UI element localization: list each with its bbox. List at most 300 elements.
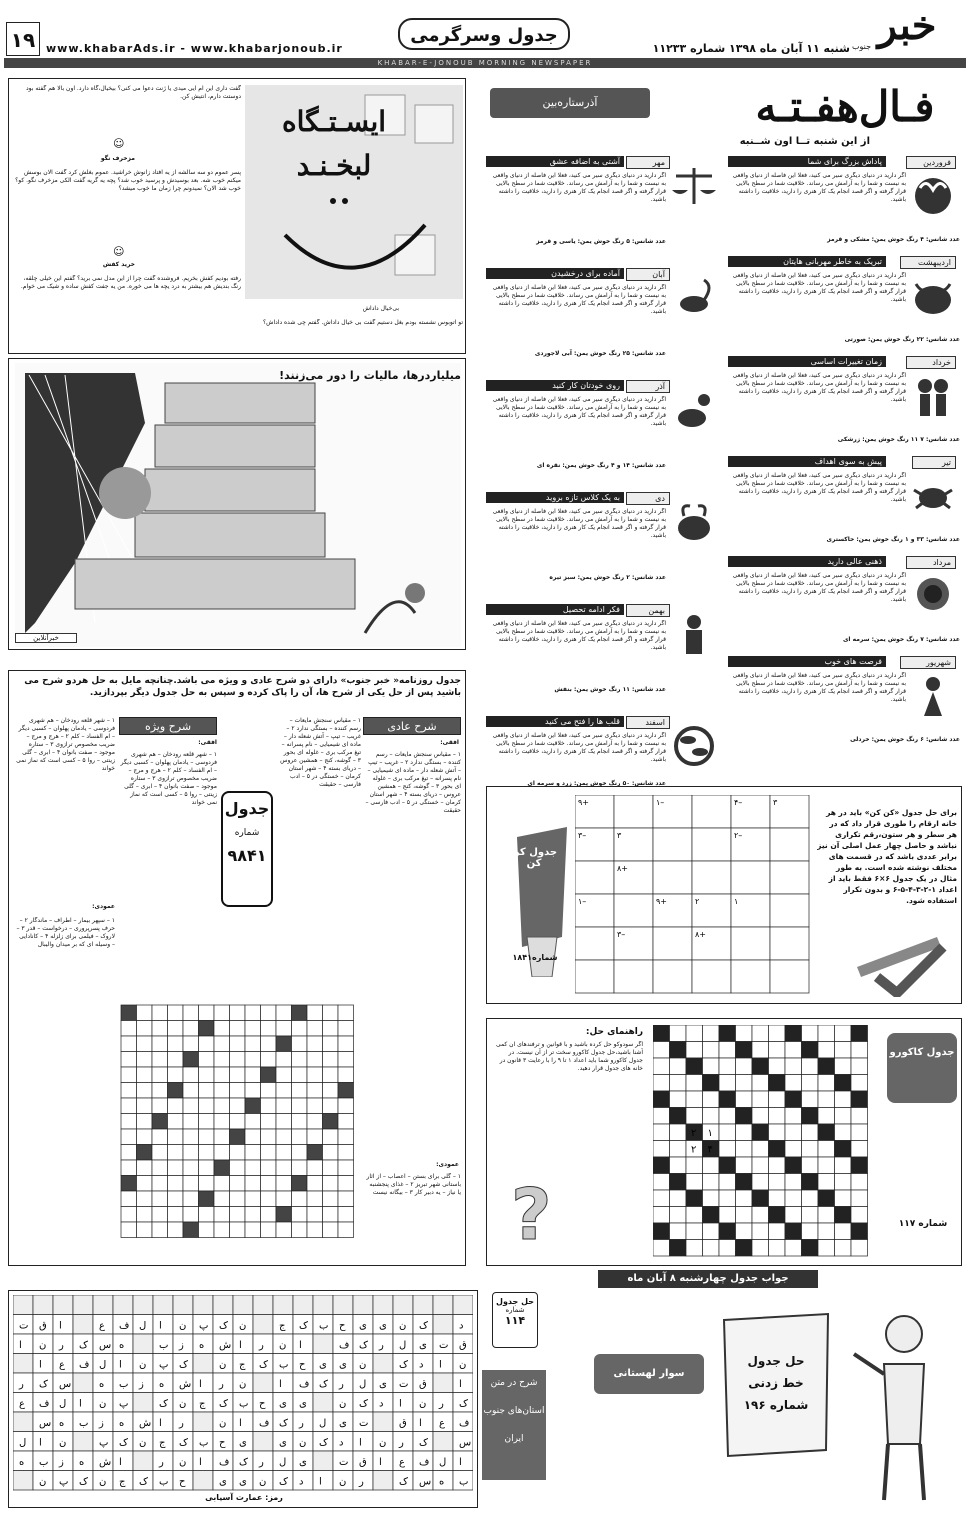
answer-cell[interactable] <box>73 1432 93 1452</box>
kakuro-cell[interactable] <box>703 1042 720 1059</box>
kenken-cell[interactable] <box>731 861 770 894</box>
crossword-cell[interactable] <box>292 1098 308 1114</box>
answer-cell[interactable] <box>233 1295 253 1315</box>
kakuro-cell[interactable] <box>703 1075 720 1092</box>
kakuro-cell[interactable] <box>835 1108 852 1125</box>
crossword-cell[interactable] <box>261 1114 277 1130</box>
kakuro-cell[interactable] <box>736 1075 753 1092</box>
crossword-cell[interactable] <box>152 1176 168 1192</box>
crossword-cell[interactable] <box>137 1114 153 1130</box>
crossword-cell[interactable] <box>168 1129 184 1145</box>
answer-cell[interactable] <box>273 1295 293 1315</box>
kenken-cell[interactable] <box>770 894 809 927</box>
crossword-cell[interactable] <box>323 1129 339 1145</box>
crossword-cell[interactable] <box>168 1145 184 1161</box>
crossword-cell[interactable] <box>276 1207 292 1223</box>
crossword-cell[interactable] <box>245 1067 261 1083</box>
crossword-cell[interactable] <box>121 1052 137 1068</box>
kakuro-cell[interactable] <box>670 1141 687 1158</box>
kakuro-cell[interactable] <box>719 1223 736 1240</box>
answer-cell[interactable] <box>293 1334 313 1354</box>
kakuro-cell[interactable] <box>851 1075 868 1092</box>
crossword-cell[interactable] <box>137 1207 153 1223</box>
crossword-cell[interactable] <box>199 1176 215 1192</box>
kakuro-cell[interactable] <box>785 1223 802 1240</box>
kakuro-cell[interactable] <box>818 1075 835 1092</box>
crossword-cell[interactable] <box>137 1176 153 1192</box>
kakuro-cell[interactable] <box>785 1058 802 1075</box>
crossword-cell[interactable] <box>214 1207 230 1223</box>
kakuro-cell[interactable] <box>802 1223 819 1240</box>
answer-cell[interactable] <box>253 1295 273 1315</box>
kakuro-cell[interactable] <box>670 1174 687 1191</box>
crossword-cell[interactable] <box>199 1005 215 1021</box>
kakuro-cell[interactable] <box>769 1141 786 1158</box>
kakuro-cell[interactable] <box>736 1091 753 1108</box>
kakuro-cell[interactable] <box>818 1207 835 1224</box>
crossword-cell[interactable] <box>168 1021 184 1037</box>
crossword-cell[interactable] <box>307 1067 323 1083</box>
crossword-cell[interactable] <box>261 1160 277 1176</box>
crossword-cell[interactable] <box>292 1083 308 1099</box>
kakuro-cell[interactable] <box>653 1075 670 1092</box>
kakuro-cell[interactable] <box>670 1075 687 1092</box>
crossword-cell[interactable] <box>245 1207 261 1223</box>
crossword-cell[interactable] <box>168 1222 184 1238</box>
kakuro-cell[interactable] <box>752 1091 769 1108</box>
kakuro-cell[interactable] <box>851 1025 868 1042</box>
kakuro-cell[interactable] <box>703 1091 720 1108</box>
crossword-cell[interactable] <box>307 1191 323 1207</box>
crossword-cell[interactable] <box>338 1207 354 1223</box>
crossword-cell[interactable] <box>230 1083 246 1099</box>
kakuro-cell[interactable] <box>818 1223 835 1240</box>
kakuro-cell[interactable] <box>769 1075 786 1092</box>
kakuro-cell[interactable] <box>653 1223 670 1240</box>
kenken-cell[interactable] <box>653 927 692 960</box>
crossword-cell[interactable] <box>338 1067 354 1083</box>
crossword-cell[interactable] <box>152 1098 168 1114</box>
kakuro-cell[interactable] <box>752 1025 769 1042</box>
crossword-cell[interactable] <box>214 1176 230 1192</box>
kakuro-cell[interactable] <box>736 1190 753 1207</box>
kakuro-cell[interactable] <box>851 1141 868 1158</box>
kakuro-cell[interactable] <box>769 1240 786 1257</box>
kakuro-cell[interactable] <box>736 1058 753 1075</box>
answer-cell[interactable] <box>73 1393 93 1413</box>
answer-cell[interactable] <box>313 1334 333 1354</box>
kakuro-cell[interactable] <box>703 1058 720 1075</box>
kakuro-cell[interactable] <box>653 1108 670 1125</box>
answer-cell[interactable] <box>293 1295 313 1315</box>
crossword-cell[interactable] <box>292 1067 308 1083</box>
kakuro-cell[interactable] <box>802 1240 819 1257</box>
kakuro-cell[interactable] <box>818 1141 835 1158</box>
crossword-cell[interactable] <box>121 1036 137 1052</box>
crossword-cell[interactable] <box>261 1083 277 1099</box>
crossword-cell[interactable] <box>214 1160 230 1176</box>
crossword-cell[interactable] <box>261 1207 277 1223</box>
crossword-cell[interactable] <box>230 1005 246 1021</box>
answer-cell[interactable] <box>433 1432 453 1452</box>
kakuro-cell[interactable] <box>752 1207 769 1224</box>
kakuro-cell[interactable] <box>653 1207 670 1224</box>
kakuro-cell[interactable] <box>785 1141 802 1158</box>
kakuro-cell[interactable] <box>769 1058 786 1075</box>
kakuro-cell[interactable] <box>769 1108 786 1125</box>
kakuro-cell[interactable] <box>670 1058 687 1075</box>
crossword-cell[interactable] <box>183 1067 199 1083</box>
crossword-cell[interactable] <box>338 1145 354 1161</box>
crossword-cell[interactable] <box>292 1207 308 1223</box>
crossword-cell[interactable] <box>261 1098 277 1114</box>
kakuro-cell[interactable] <box>653 1157 670 1174</box>
crossword-cell[interactable] <box>168 1176 184 1192</box>
crossword-cell[interactable] <box>183 1191 199 1207</box>
kakuro-cell[interactable] <box>785 1108 802 1125</box>
crossword-cell[interactable] <box>183 1098 199 1114</box>
crossword-cell[interactable] <box>323 1207 339 1223</box>
crossword-cell[interactable] <box>230 1114 246 1130</box>
crossword-cell[interactable] <box>121 1005 137 1021</box>
crossword-cell[interactable] <box>307 1052 323 1068</box>
crossword-cell[interactable] <box>183 1222 199 1238</box>
crossword-cell[interactable] <box>276 1176 292 1192</box>
crossword-cell[interactable] <box>292 1222 308 1238</box>
kakuro-cell[interactable] <box>736 1223 753 1240</box>
answer-cell[interactable] <box>193 1451 213 1471</box>
answer-cell[interactable] <box>133 1393 153 1413</box>
crossword-cell[interactable] <box>121 1207 137 1223</box>
crossword-cell[interactable] <box>323 1052 339 1068</box>
crossword-cell[interactable] <box>307 1207 323 1223</box>
answer-cell[interactable] <box>153 1315 173 1335</box>
crossword-cell[interactable] <box>183 1160 199 1176</box>
crossword-cell[interactable] <box>137 1021 153 1037</box>
kakuro-cell[interactable] <box>703 1025 720 1042</box>
answer-cell[interactable] <box>213 1295 233 1315</box>
crossword-cell[interactable] <box>168 1067 184 1083</box>
answer-cell[interactable] <box>53 1295 73 1315</box>
kakuro-cell[interactable] <box>736 1042 753 1059</box>
crossword-cell[interactable] <box>261 1052 277 1068</box>
answer-cell[interactable] <box>13 1295 33 1315</box>
answer-cell[interactable] <box>373 1354 393 1374</box>
crossword-cell[interactable] <box>121 1222 137 1238</box>
crossword-cell[interactable] <box>276 1036 292 1052</box>
crossword-cell[interactable] <box>245 1114 261 1130</box>
kakuro-cell[interactable] <box>802 1025 819 1042</box>
crossword-cell[interactable] <box>276 1021 292 1037</box>
crossword-cell[interactable] <box>261 1176 277 1192</box>
kakuro-cell[interactable] <box>670 1240 687 1257</box>
crossword-cell[interactable] <box>292 1036 308 1052</box>
kakuro-cell[interactable] <box>851 1058 868 1075</box>
kakuro-cell[interactable] <box>835 1157 852 1174</box>
kakuro-cell[interactable] <box>835 1240 852 1257</box>
crossword-cell[interactable] <box>152 1207 168 1223</box>
kakuro-cell[interactable] <box>686 1190 703 1207</box>
kakuro-cell[interactable] <box>835 1091 852 1108</box>
crossword-cell[interactable] <box>152 1145 168 1161</box>
crossword-cell[interactable] <box>137 1083 153 1099</box>
crossword-cell[interactable] <box>338 1191 354 1207</box>
crossword-cell[interactable] <box>121 1098 137 1114</box>
crossword-cell[interactable] <box>307 1021 323 1037</box>
kakuro-cell[interactable] <box>653 1058 670 1075</box>
crossword-cell[interactable] <box>199 1021 215 1037</box>
crossword-cell[interactable] <box>214 1083 230 1099</box>
answer-cell[interactable] <box>253 1373 273 1393</box>
kakuro-cell[interactable] <box>736 1124 753 1141</box>
kakuro-cell[interactable] <box>653 1091 670 1108</box>
kakuro-cell[interactable] <box>752 1075 769 1092</box>
kakuro-cell[interactable] <box>686 1091 703 1108</box>
crossword-cell[interactable] <box>292 1005 308 1021</box>
crossword-cell[interactable] <box>338 1098 354 1114</box>
crossword-cell[interactable] <box>137 1222 153 1238</box>
crossword-cell[interactable] <box>230 1098 246 1114</box>
kakuro-cell[interactable] <box>736 1141 753 1158</box>
kakuro-cell[interactable] <box>835 1042 852 1059</box>
kakuro-cell[interactable] <box>703 1207 720 1224</box>
answer-cell[interactable] <box>73 1373 93 1393</box>
kakuro-cell[interactable] <box>686 1075 703 1092</box>
kakuro-cell[interactable] <box>802 1157 819 1174</box>
crossword-cell[interactable] <box>183 1207 199 1223</box>
crossword-cell[interactable] <box>276 1052 292 1068</box>
kakuro-cell[interactable] <box>719 1042 736 1059</box>
answer-cell[interactable] <box>253 1432 273 1452</box>
crossword-cell[interactable] <box>199 1129 215 1145</box>
kakuro-cell[interactable] <box>785 1042 802 1059</box>
kakuro-cell[interactable] <box>752 1190 769 1207</box>
kenken-cell[interactable] <box>770 861 809 894</box>
kakuro-cell[interactable] <box>769 1025 786 1042</box>
crossword-cell[interactable] <box>152 1222 168 1238</box>
crossword-cell[interactable] <box>183 1021 199 1037</box>
kenken-cell[interactable] <box>653 861 692 894</box>
kakuro-cell[interactable] <box>703 1157 720 1174</box>
crossword-cell[interactable] <box>199 1083 215 1099</box>
answer-cell[interactable] <box>93 1295 113 1315</box>
crossword-cell[interactable] <box>214 1036 230 1052</box>
crossword-cell[interactable] <box>121 1083 137 1099</box>
crossword-cell[interactable] <box>230 1160 246 1176</box>
crossword-cell[interactable] <box>307 1145 323 1161</box>
answer-cell[interactable] <box>73 1295 93 1315</box>
kakuro-cell[interactable] <box>769 1124 786 1141</box>
kakuro-cell[interactable] <box>802 1075 819 1092</box>
crossword-cell[interactable] <box>307 1176 323 1192</box>
kakuro-cell[interactable] <box>752 1157 769 1174</box>
crossword-cell[interactable] <box>137 1145 153 1161</box>
crossword-cell[interactable] <box>214 1098 230 1114</box>
kakuro-cell[interactable] <box>752 1223 769 1240</box>
crossword-cell[interactable] <box>121 1191 137 1207</box>
crossword-cell[interactable] <box>323 1145 339 1161</box>
kakuro-cell[interactable] <box>719 1190 736 1207</box>
answer-cell[interactable] <box>353 1432 373 1452</box>
kakuro-cell[interactable] <box>835 1141 852 1158</box>
kakuro-cell[interactable] <box>802 1141 819 1158</box>
kenken-cell[interactable] <box>692 861 731 894</box>
kakuro-cell[interactable] <box>802 1091 819 1108</box>
crossword-cell[interactable] <box>245 1160 261 1176</box>
crossword-cell[interactable] <box>199 1052 215 1068</box>
crossword-cell[interactable] <box>323 1098 339 1114</box>
kenken-cell[interactable] <box>614 795 653 828</box>
kakuro-cell[interactable] <box>785 1207 802 1224</box>
crossword-cell[interactable] <box>152 1067 168 1083</box>
crossword-cell[interactable] <box>292 1145 308 1161</box>
crossword-cell[interactable] <box>230 1021 246 1037</box>
crossword-cell[interactable] <box>245 1083 261 1099</box>
crossword-cell[interactable] <box>276 1160 292 1176</box>
crossword-cell[interactable] <box>183 1052 199 1068</box>
crossword-cell[interactable] <box>323 1222 339 1238</box>
crossword-cell[interactable] <box>199 1145 215 1161</box>
crossword-cell[interactable] <box>292 1021 308 1037</box>
kakuro-cell[interactable] <box>818 1157 835 1174</box>
kakuro-cell[interactable] <box>769 1174 786 1191</box>
kakuro-cell[interactable] <box>769 1190 786 1207</box>
answer-cell[interactable] <box>373 1295 393 1315</box>
crossword-cell[interactable] <box>121 1114 137 1130</box>
kakuro-cell[interactable] <box>719 1108 736 1125</box>
kakuro-cell[interactable] <box>835 1025 852 1042</box>
kakuro-cell[interactable] <box>653 1042 670 1059</box>
answer-cell[interactable] <box>393 1393 413 1413</box>
kakuro-cell[interactable] <box>818 1190 835 1207</box>
kakuro-cell[interactable] <box>802 1174 819 1191</box>
crossword-cell[interactable] <box>338 1114 354 1130</box>
crossword-cell[interactable] <box>338 1129 354 1145</box>
crossword-cell[interactable] <box>183 1176 199 1192</box>
kakuro-cell[interactable] <box>686 1042 703 1059</box>
kakuro-cell[interactable] <box>785 1124 802 1141</box>
kakuro-cell[interactable] <box>686 1058 703 1075</box>
kakuro-cell[interactable] <box>703 1174 720 1191</box>
answer-cell[interactable] <box>413 1412 433 1432</box>
kakuro-cell[interactable] <box>670 1042 687 1059</box>
crossword-cell[interactable] <box>338 1160 354 1176</box>
kakuro-cell[interactable] <box>686 1025 703 1042</box>
answer-cell[interactable] <box>313 1295 333 1315</box>
crossword-cell[interactable] <box>323 1191 339 1207</box>
answer-cell[interactable] <box>153 1295 173 1315</box>
answer-cell[interactable] <box>373 1471 393 1491</box>
answer-cell[interactable] <box>53 1315 73 1335</box>
crossword-cell[interactable] <box>276 1114 292 1130</box>
crossword-cell[interactable] <box>292 1160 308 1176</box>
kakuro-cell[interactable] <box>752 1240 769 1257</box>
kenken-cell[interactable] <box>575 861 614 894</box>
answer-cell[interactable] <box>193 1354 213 1374</box>
crossword-cell[interactable] <box>214 1021 230 1037</box>
crossword-cell[interactable] <box>214 1129 230 1145</box>
crossword-cell[interactable] <box>230 1207 246 1223</box>
crossword-cell[interactable] <box>168 1036 184 1052</box>
kakuro-cell[interactable] <box>818 1025 835 1042</box>
kakuro-cell[interactable] <box>703 1223 720 1240</box>
crossword-grid[interactable] <box>119 991 359 1251</box>
crossword-cell[interactable] <box>276 1191 292 1207</box>
crossword-cell[interactable] <box>292 1191 308 1207</box>
crossword-cell[interactable] <box>121 1160 137 1176</box>
crossword-cell[interactable] <box>152 1129 168 1145</box>
crossword-cell[interactable] <box>323 1114 339 1130</box>
crossword-cell[interactable] <box>261 1222 277 1238</box>
crossword-cell[interactable] <box>168 1098 184 1114</box>
answer-cell[interactable] <box>373 1412 393 1432</box>
answer-cell[interactable] <box>433 1373 453 1393</box>
crossword-cell[interactable] <box>137 1005 153 1021</box>
crossword-cell[interactable] <box>230 1222 246 1238</box>
kakuro-cell[interactable] <box>769 1157 786 1174</box>
kenken-cell[interactable] <box>770 927 809 960</box>
crossword-cell[interactable] <box>214 1145 230 1161</box>
crossword-cell[interactable] <box>245 1052 261 1068</box>
kakuro-cell[interactable] <box>835 1075 852 1092</box>
kakuro-cell[interactable] <box>785 1174 802 1191</box>
kakuro-cell[interactable] <box>670 1223 687 1240</box>
kakuro-cell[interactable] <box>769 1207 786 1224</box>
kakuro-cell[interactable] <box>851 1190 868 1207</box>
crossword-cell[interactable] <box>261 1021 277 1037</box>
answer-cell[interactable] <box>313 1393 333 1413</box>
crossword-cell[interactable] <box>121 1021 137 1037</box>
crossword-cell[interactable] <box>137 1052 153 1068</box>
answer-cell[interactable] <box>253 1315 273 1335</box>
kakuro-cell[interactable] <box>785 1075 802 1092</box>
crossword-cell[interactable] <box>183 1083 199 1099</box>
crossword-cell[interactable] <box>323 1083 339 1099</box>
kakuro-cell[interactable] <box>736 1108 753 1125</box>
crossword-cell[interactable] <box>121 1129 137 1145</box>
crossword-cell[interactable] <box>168 1191 184 1207</box>
kakuro-cell[interactable] <box>835 1174 852 1191</box>
kenken-cell[interactable] <box>770 960 809 993</box>
answer-cell[interactable] <box>233 1412 253 1432</box>
crossword-cell[interactable] <box>307 1083 323 1099</box>
crossword-cell[interactable] <box>323 1067 339 1083</box>
crossword-cell[interactable] <box>245 1036 261 1052</box>
crossword-cell[interactable] <box>338 1176 354 1192</box>
kenken-cell[interactable] <box>614 960 653 993</box>
crossword-cell[interactable] <box>199 1160 215 1176</box>
crossword-cell[interactable] <box>199 1207 215 1223</box>
kakuro-cell[interactable] <box>835 1058 852 1075</box>
kakuro-cell[interactable] <box>703 1240 720 1257</box>
crossword-cell[interactable] <box>245 1098 261 1114</box>
kakuro-cell[interactable] <box>686 1240 703 1257</box>
answer-cell[interactable] <box>433 1295 453 1315</box>
crossword-cell[interactable] <box>121 1067 137 1083</box>
kakuro-cell[interactable] <box>670 1091 687 1108</box>
crossword-cell[interactable] <box>152 1052 168 1068</box>
crossword-cell[interactable] <box>245 1222 261 1238</box>
crossword-cell[interactable] <box>152 1021 168 1037</box>
crossword-cell[interactable] <box>276 1129 292 1145</box>
answer-cell[interactable] <box>113 1295 133 1315</box>
kakuro-cell[interactable] <box>719 1058 736 1075</box>
crossword-cell[interactable] <box>261 1191 277 1207</box>
crossword-cell[interactable] <box>338 1052 354 1068</box>
crossword-cell[interactable] <box>276 1083 292 1099</box>
crossword-cell[interactable] <box>245 1021 261 1037</box>
kenken-cell[interactable] <box>614 894 653 927</box>
